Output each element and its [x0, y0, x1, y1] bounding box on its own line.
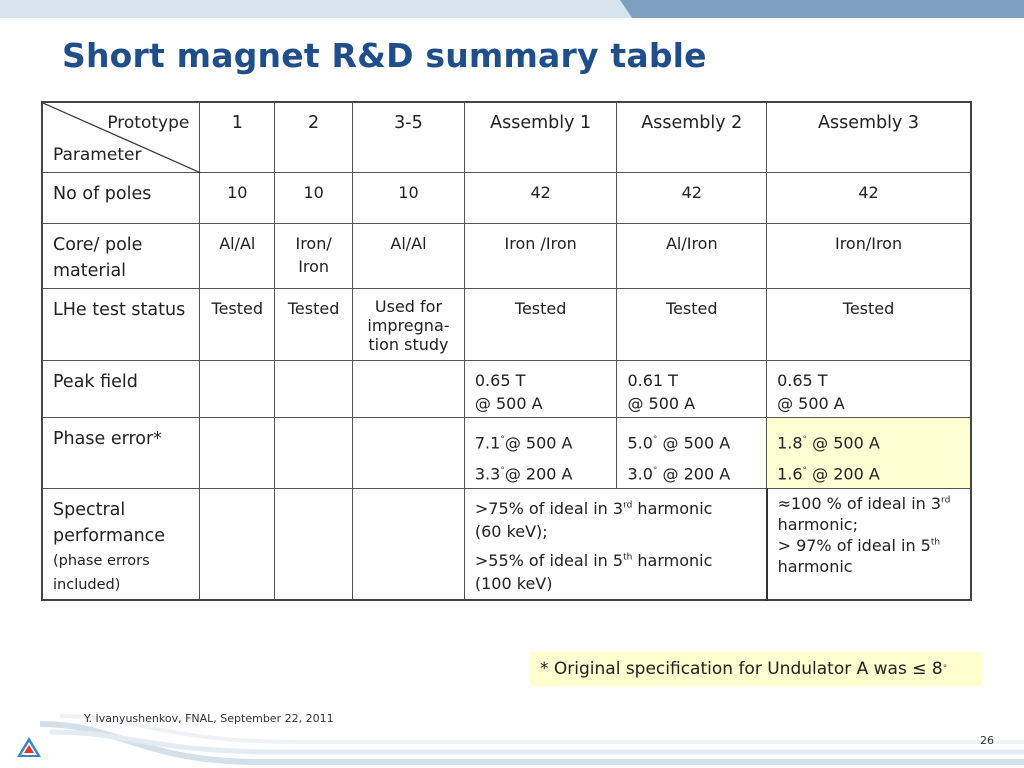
corner-header-cell	[42, 102, 200, 172]
row-label-core-material: Core/ pole material	[42, 223, 200, 288]
poles-value-1: 10	[200, 172, 275, 223]
peak-value-assembly-1: 0.65 T @ 500 A	[464, 360, 617, 417]
poles-value-3-5: 10	[353, 172, 465, 223]
core-value-3-5: Al/Al	[353, 223, 465, 288]
poles-value-assembly-2: 42	[617, 172, 767, 223]
table-row-peak-field	[42, 360, 971, 417]
peak-value-3-5	[353, 360, 465, 417]
column-header-2: 2	[275, 102, 353, 172]
phase-value-assembly-3: 1.8° @ 500 A 1.6° @ 200 A	[767, 417, 971, 489]
lhe-value-2: Tested	[275, 288, 353, 360]
fermilab-logo-icon	[16, 736, 42, 758]
lhe-value-assembly-3: Tested	[767, 288, 971, 360]
core-value-assembly-2: Al/Iron	[617, 223, 767, 288]
row-label-lhe-status: LHe test status	[42, 288, 200, 360]
column-header-assembly-3: Assembly 3	[767, 102, 971, 172]
core-value-assembly-1: Iron /Iron	[464, 223, 617, 288]
row-label-peak-field: Peak field	[42, 360, 200, 417]
poles-value-assembly-3: 42	[767, 172, 971, 223]
slide-title: Short magnet R&D summary table	[62, 36, 707, 75]
column-header-3-5: 3-5	[353, 102, 465, 172]
phase-value-assembly-2: 5.0° @ 500 A 3.0° @ 200 A	[617, 417, 767, 489]
peak-value-1	[200, 360, 275, 417]
header-row	[42, 102, 971, 172]
phase-value-1	[200, 417, 275, 489]
summary-table	[41, 101, 972, 601]
spectral-value-assembly-1-2: >75% of ideal in 3rd harmonic (60 keV); >55% of ideal in 5th harmonic (100 keV)	[464, 489, 766, 600]
lhe-value-assembly-2: Tested	[617, 288, 767, 360]
poles-value-assembly-1: 42	[464, 172, 617, 223]
peak-value-assembly-2: 0.61 T @ 500 A	[617, 360, 767, 417]
column-header-assembly-1: Assembly 1	[464, 102, 617, 172]
top-accent-bar	[620, 0, 1024, 18]
peak-value-2	[275, 360, 353, 417]
lhe-value-assembly-1: Tested	[464, 288, 617, 360]
spectral-value-assembly-3: ≈100 % of ideal in 3rd harmonic; > 97% of ideal in 5th harmonic	[767, 489, 971, 600]
core-value-1: Al/Al	[200, 223, 275, 288]
spectral-value-1	[200, 489, 275, 600]
row-label-phase-error: Phase error*	[42, 417, 200, 489]
table-row-lhe-status	[42, 288, 971, 360]
table-row-phase-error	[42, 417, 971, 489]
peak-value-assembly-3: 0.65 T @ 500 A	[767, 360, 971, 417]
column-header-assembly-2: Assembly 2	[617, 102, 767, 172]
row-label-poles: No of poles	[42, 172, 200, 223]
core-value-assembly-3: Iron/Iron	[767, 223, 971, 288]
specification-footnote: * Original specification for Undulator A was ≤ 8 °	[530, 652, 982, 686]
phase-value-3-5	[353, 417, 465, 489]
column-header-1: 1	[200, 102, 275, 172]
poles-value-2: 10	[275, 172, 353, 223]
lhe-value-3-5: Used for impregna- tion study	[353, 288, 465, 360]
core-value-2: Iron/ Iron	[275, 223, 353, 288]
spectral-value-3-5	[353, 489, 465, 600]
corner-parameter-label: Parameter	[53, 145, 142, 165]
row-label-spectral-performance: Spectral performance (phase errors included)	[42, 489, 200, 600]
table-row-core-material	[42, 223, 971, 288]
table-row-poles	[42, 172, 971, 223]
phase-value-assembly-1: 7.1°@ 500 A 3.3°@ 200 A	[464, 417, 617, 489]
corner-prototype-label: Prototype	[107, 113, 190, 133]
table-row-spectral-performance	[42, 489, 971, 600]
lhe-value-1: Tested	[200, 288, 275, 360]
page-number: 26	[980, 734, 994, 747]
spectral-value-2	[275, 489, 353, 600]
phase-value-2	[275, 417, 353, 489]
footer-author-date: Y. Ivanyushenkov, FNAL, September 22, 2011	[84, 712, 334, 725]
